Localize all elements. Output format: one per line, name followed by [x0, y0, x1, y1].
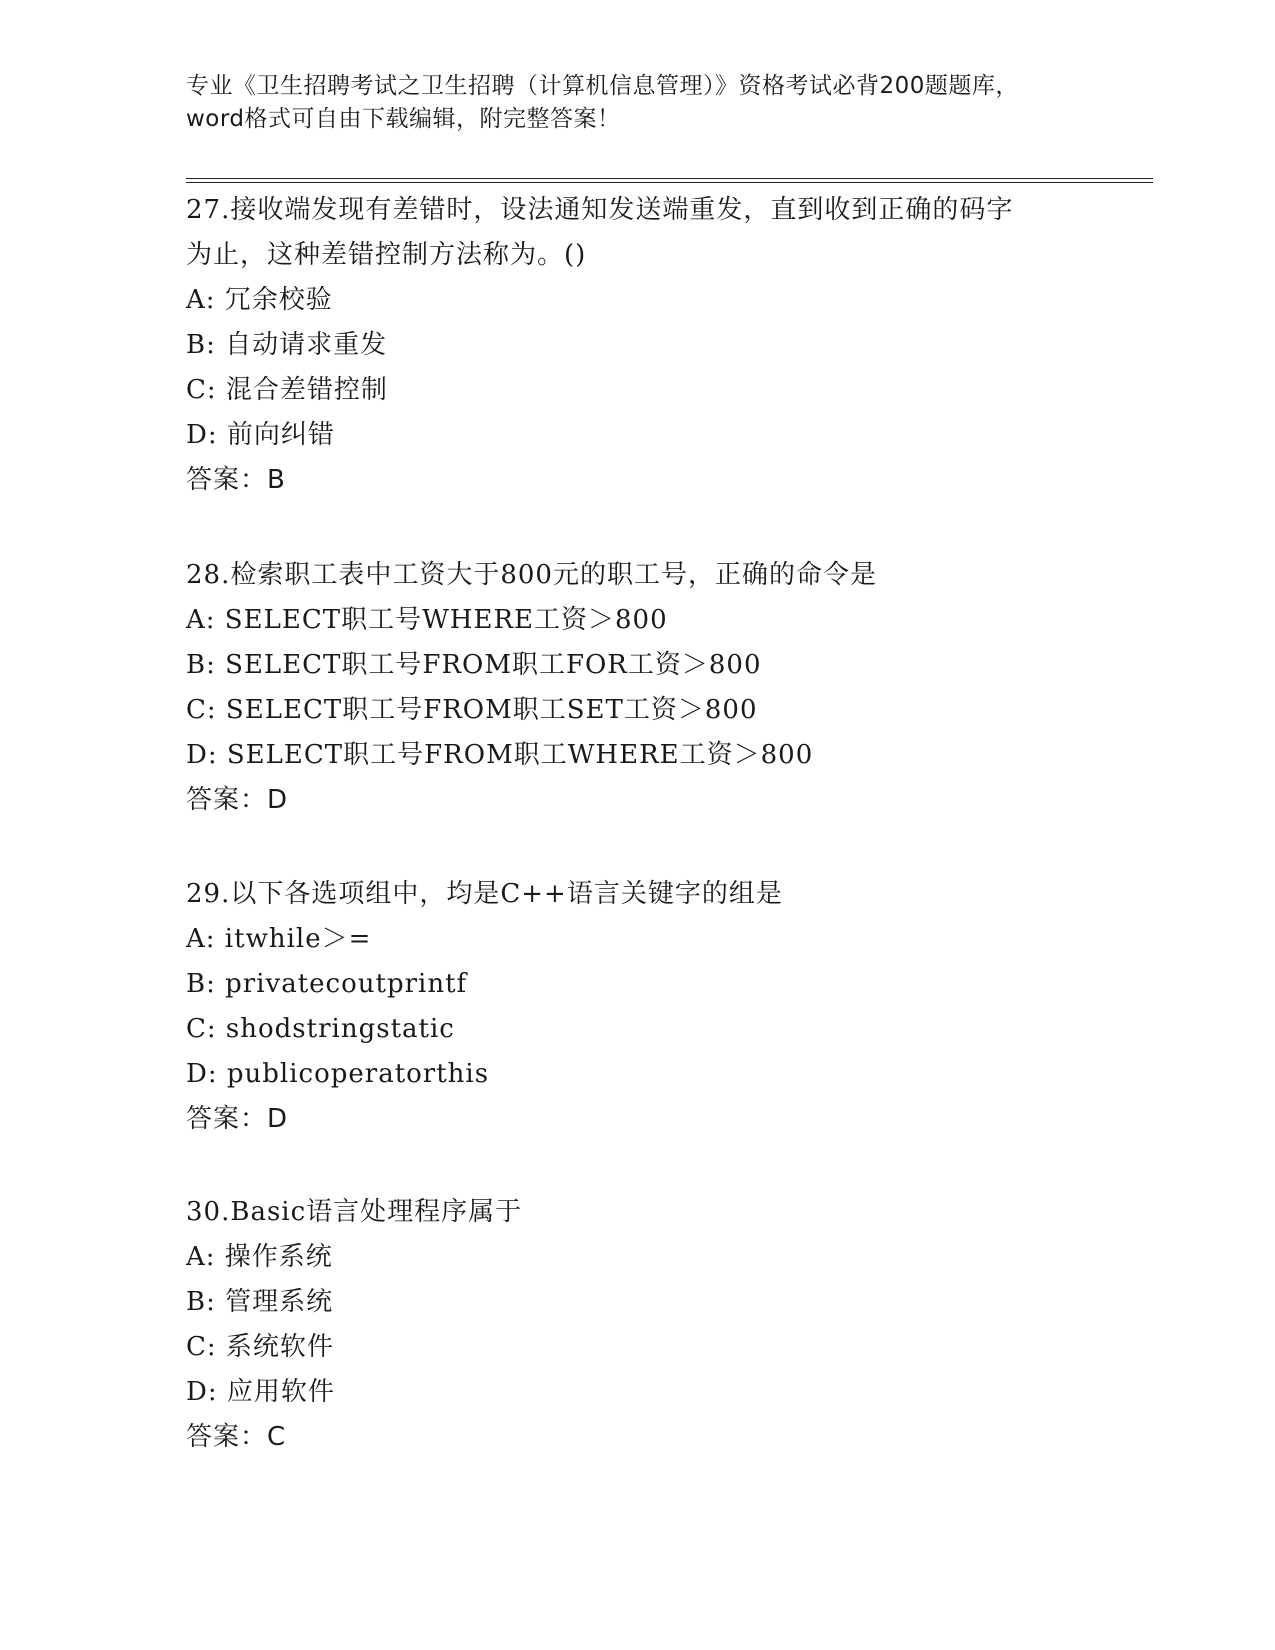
- option-c: C: SELECT职工号FROM职工SET工资＞800: [186, 695, 758, 725]
- header-divider-bottom: [186, 182, 1153, 183]
- option-b: B: privatecoutprintf: [186, 969, 468, 999]
- option-c: C: 系统软件: [186, 1332, 334, 1362]
- answer: 答案：C: [186, 1422, 287, 1452]
- option-d: D: 前向纠错: [186, 420, 335, 450]
- question-30: [186, 1190, 1086, 1460]
- answer: 答案：B: [186, 465, 286, 495]
- option-d: D: 应用软件: [186, 1377, 335, 1407]
- option-c: C: shodstringstatic: [186, 1014, 455, 1044]
- option-a: A: 操作系统: [186, 1242, 333, 1272]
- option-b: B: SELECT职工号FROM职工FOR工资＞800: [186, 650, 762, 680]
- option-a: A: itwhile＞=: [186, 924, 372, 954]
- header-divider-top: [186, 178, 1153, 179]
- header-line-2: word格式可自由下载编辑，附完整答案！: [186, 106, 621, 132]
- question-stem: 27.接收端发现有差错时，设法通知发送端重发，直到收到正确的码字: [186, 195, 1014, 225]
- option-b: B: 自动请求重发: [186, 330, 388, 360]
- answer: 答案：D: [186, 1104, 289, 1134]
- question-stem: 28.检索职工表中工资大于800元的职工号，正确的命令是: [186, 560, 877, 590]
- option-d: D: publicoperatorthis: [186, 1059, 490, 1089]
- option-c: C: 混合差错控制: [186, 375, 388, 405]
- question-stem: 30.Basic语言处理程序属于: [186, 1197, 523, 1227]
- question-29: [186, 872, 1086, 1142]
- option-a: A: SELECT职工号WHERE工资＞800: [186, 605, 668, 635]
- question-28: [186, 553, 1086, 823]
- header-line-1: 专业《卫生招聘考试之卫生招聘（计算机信息管理）》资格考试必背200题题库，: [186, 73, 1019, 99]
- document-header: [186, 70, 1086, 136]
- option-d: D: SELECT职工号FROM职工WHERE工资＞800: [186, 740, 814, 770]
- question-stem: 为止，这种差错控制方法称为。(): [186, 240, 587, 270]
- option-a: A: 冗余校验: [186, 285, 333, 315]
- question-stem: 29.以下各选项组中，均是C++语言关键字的组是: [186, 879, 783, 909]
- question-27: [186, 188, 1086, 503]
- answer: 答案：D: [186, 785, 289, 815]
- option-b: B: 管理系统: [186, 1287, 334, 1317]
